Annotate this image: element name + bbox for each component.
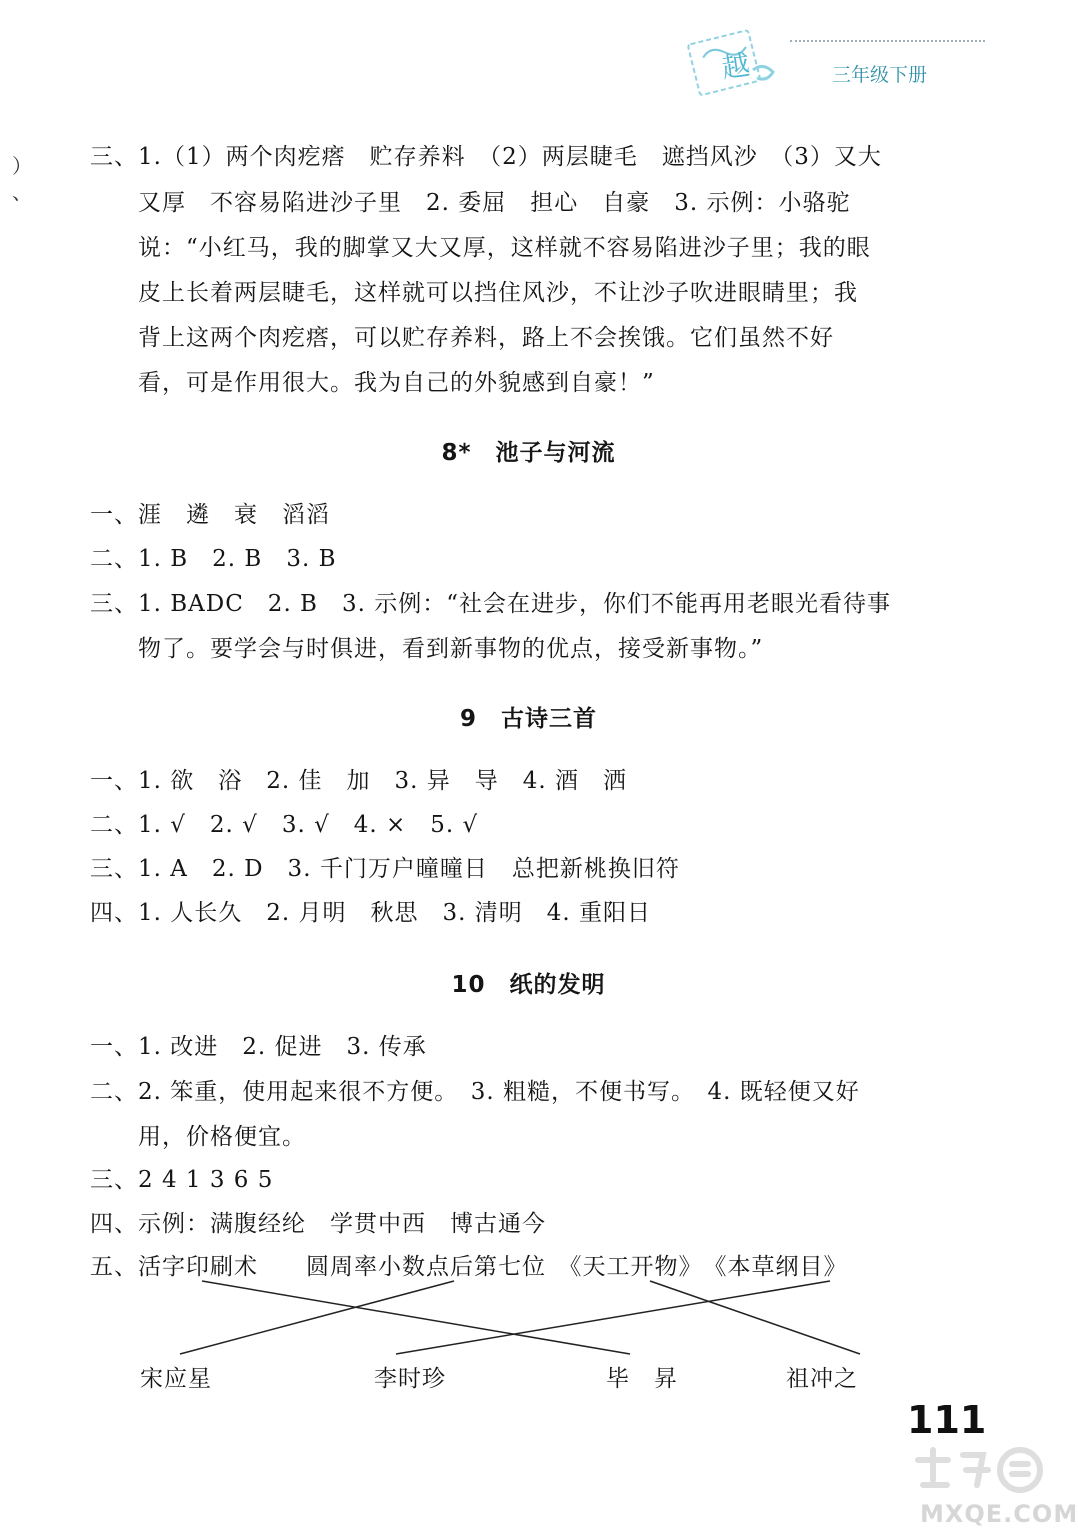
answer-line: 二、1. √ 2. √ 3. √ 4. × 5. √: [90, 812, 479, 838]
answer-line: 三、1. A 2. D 3. 千门万户曈曈日 总把新桃换旧符: [90, 856, 680, 882]
matching-person: 祖冲之: [786, 1366, 858, 1392]
margin-mark: 、: [12, 180, 32, 204]
matching-person: 宋应星: [140, 1366, 212, 1392]
answer-line: 一、1. 欲 浴 2. 佳 加 3. 异 导 4. 酒 洒: [90, 768, 628, 794]
answer-line: 一、涯 遴 衰 滔滔: [90, 502, 330, 528]
answer-line: 背上这两个肉疙瘩，可以贮存养料，路上不会挨饿。它们虽然不好: [138, 325, 834, 351]
matching-lines: [0, 1280, 1057, 1360]
matching-person: 李时珍: [374, 1366, 446, 1392]
section-title: 9 古诗三首: [459, 706, 597, 732]
answer-line: 三、1. BADC 2. B 3. 示例：“社会在进步，你们不能再用老眼光看待事: [90, 591, 891, 617]
answer-line: 三、2 4 1 3 6 5: [90, 1167, 274, 1193]
answer-line: 说：“小红马，我的脚掌又大又厚，这样就不容易陷进沙子里；我的眼: [138, 235, 871, 261]
answer-line: 又厚 不容易陷进沙子里 2. 委屈 担心 自豪 3. 示例：小骆驼: [138, 190, 851, 216]
answer-line: 用，价格便宜。: [138, 1124, 306, 1150]
answer-line: 皮上长着两层睫毛，这样就可以挡住风沙，不让沙子吹进眼睛里；我: [138, 280, 858, 306]
section-title: 10 纸的发明: [451, 972, 606, 998]
section-title: 8* 池子与河流: [441, 440, 616, 466]
answer-line: 三、1.（1）两个肉疙瘩 贮存养料 （2）两层睫毛 遮挡风沙 （3）又大: [90, 144, 882, 170]
header-dotted-rule: [790, 40, 985, 42]
watermark-text: MXQE.COM: [920, 1500, 1078, 1528]
answer-line: 四、示例：满腹经纶 学贯中西 博古通今: [90, 1211, 546, 1237]
grade-label: 三年级下册: [832, 64, 928, 86]
answer-line: 二、1. B 2. B 3. B: [90, 546, 337, 572]
margin-mark: ）: [12, 154, 32, 178]
answer-line: 一、1. 改进 2. 促进 3. 传承: [90, 1034, 427, 1060]
logo-stamp-icon: [683, 20, 787, 102]
answer-line: 物了。要学会与时俱进，看到新事物的优点，接受新事物。”: [138, 636, 764, 662]
answer-line: 二、2. 笨重，使用起来很不方便。 3. 粗糙，不便书写。 4. 既轻便又好: [90, 1079, 860, 1105]
answer-line: 五、活字印刷术 圆周率小数点后第七位 《天工开物》 《本草纲目》: [90, 1254, 848, 1280]
answer-line: 四、1. 人长久 2. 月明 秋思 3. 清明 4. 重阳日: [90, 900, 652, 926]
svg-text:越: 越: [719, 48, 752, 85]
matching-person: 毕 昇: [606, 1366, 678, 1392]
answer-line: 看，可是作用很大。我为自己的外貌感到自豪！”: [138, 370, 655, 396]
page-number: 111: [907, 1398, 987, 1442]
